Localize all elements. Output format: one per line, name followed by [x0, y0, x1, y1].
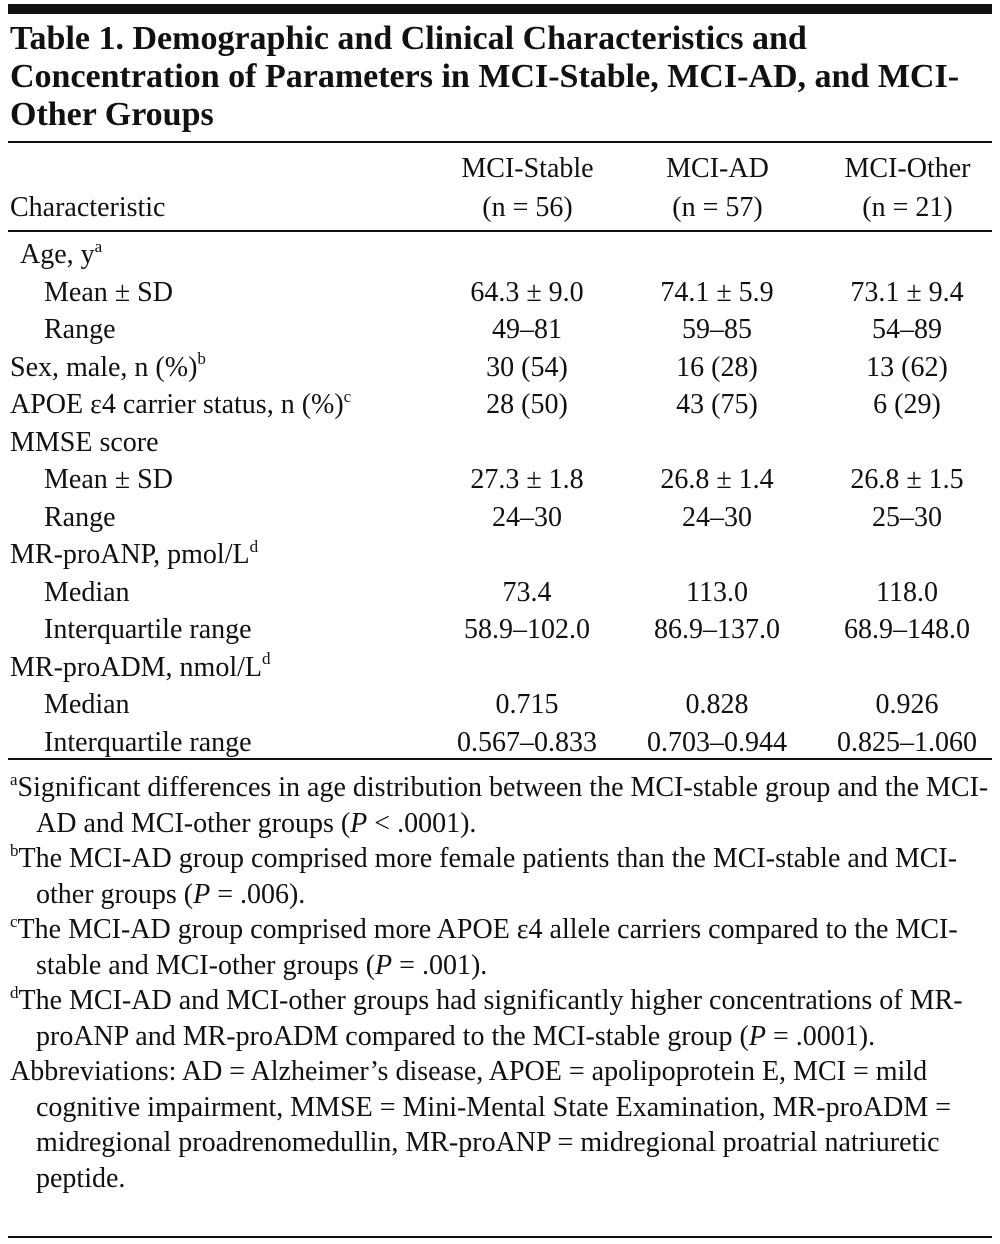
cell-value: 74.1 ± 5.9 [660, 276, 774, 308]
footnote-marker: a [94, 236, 103, 256]
cell-value: 73.4 [502, 576, 552, 608]
row-label: Range [44, 314, 116, 345]
footnote-c: $^c$The MCI-AD group comprised more APOE ε4 allele carriers compared to the MCI-stable and MCI-other groups (P = .001). [10, 911, 958, 981]
table-row [0, 724, 1000, 761]
table-row [0, 424, 1000, 461]
header-top-rule [8, 141, 992, 143]
table-row [0, 349, 1000, 386]
row-label: Mean ± SD [44, 276, 173, 308]
footnote-marker: b [197, 349, 206, 369]
row-label: Median [44, 689, 130, 720]
row-label: APOE ε4 carrier status, n (%)$^c$ [10, 386, 352, 420]
cell-value: 0.825–1.060 [837, 726, 977, 758]
cell-value: 27.3 ± 1.8 [470, 464, 584, 495]
cell-value: 73.1 ± 9.4 [850, 276, 964, 308]
footnote-marker: d [262, 649, 271, 669]
column-n-mci-stable: (n = 56) [482, 192, 573, 223]
cell-value: 30 (54) [486, 351, 568, 383]
row-label: Sex, male, n (%)$^b$ [10, 349, 206, 383]
cell-value: 118.0 [876, 576, 938, 608]
footnote-a: $^a$Significant differences in age distribution between the MCI-stable group and the MCI-AD and MCI-other groups (P < .0001). [10, 769, 989, 839]
table-bottom-rule [8, 758, 992, 760]
footnote-marker: d [249, 536, 259, 556]
cell-value: 59–85 [682, 314, 752, 345]
row-label: MR-proADM, nmol/$L^d$ [10, 649, 271, 683]
row-label: Interquartile range [44, 614, 252, 645]
row-label: Range [44, 501, 116, 533]
footnote-b: $^b$The MCI-AD group comprised more female patients than the MCI-stable and MCI-other groups (P = .006). [10, 840, 958, 910]
cell-value: 26.8 ± 1.5 [850, 464, 964, 495]
cell-value: 0.567–0.833 [457, 726, 597, 758]
row-label: Age, $y^a$ [20, 236, 103, 270]
cell-value: 64.3 ± 9.0 [470, 276, 584, 308]
cell-value: 16 (28) [676, 351, 758, 383]
column-header-mci-stable: MCI-Stable [461, 153, 594, 184]
cell-value: 49–81 [492, 314, 562, 345]
footnote-marker: c [343, 386, 352, 406]
table-row [0, 386, 1000, 423]
cell-value: 6 (29) [873, 389, 941, 420]
table-row [0, 574, 1000, 611]
cell-value: 54–89 [872, 314, 942, 345]
header-bottom-rule [8, 230, 992, 232]
cell-value: 43 (75) [676, 389, 758, 420]
cell-value: 24–30 [492, 501, 562, 533]
table-row [0, 461, 1000, 498]
table-row [0, 536, 1000, 573]
row-label: MR-proANP, pmol/$L^d$ [10, 536, 259, 570]
row-label: Mean ± SD [44, 464, 173, 495]
table-title: Table 1. Demographic and Clinical Characteristics and Concentration of Parameters in MCI-Stable, MCI-AD, and MCI-Other Groups [10, 20, 960, 133]
column-header-mci-other: MCI-Other [844, 153, 971, 184]
footnote-d: $^d$The MCI-AD and MCI-other groups had significantly higher concentrations of MR-proANP and MR-proADM compared to the MCI-stable group (P = .0001). [10, 982, 963, 1052]
column-n-mci-ad: (n = 57) [672, 192, 763, 223]
column-n-mci-other: (n = 21) [862, 192, 953, 223]
cell-value: 58.9–102.0 [464, 614, 590, 645]
column-header-characteristic: Characteristic [10, 192, 166, 223]
table-row [0, 649, 1000, 686]
table-row [0, 311, 1000, 348]
row-label: Interquartile range [44, 726, 252, 758]
footer-rule [8, 1236, 992, 1238]
row-label: Median [44, 576, 130, 608]
cell-value: 28 (50) [486, 389, 568, 420]
table-row [0, 686, 1000, 723]
column-header-mci-ad: MCI-AD [666, 153, 769, 184]
cell-value: 0.715 [495, 689, 559, 720]
table-row [0, 236, 1000, 273]
cell-value: 113.0 [686, 576, 748, 608]
top-thick-rule [8, 4, 992, 14]
cell-value: 26.8 ± 1.4 [660, 464, 774, 495]
table-footnotes [10, 770, 990, 1196]
cell-value: 0.828 [685, 689, 749, 720]
cell-value: 13 (62) [866, 351, 948, 383]
cell-value: 25–30 [872, 501, 942, 533]
cell-value: 0.926 [875, 689, 939, 720]
cell-value: 24–30 [682, 501, 752, 533]
table-row [0, 611, 1000, 648]
cell-value: 68.9–148.0 [844, 614, 970, 645]
row-label: MMSE score [10, 426, 159, 458]
table-row [0, 499, 1000, 536]
cell-value: 0.703–0.944 [647, 726, 787, 758]
table-row [0, 274, 1000, 311]
cell-value: 86.9–137.0 [654, 614, 780, 645]
footnote-abbreviations: Abbreviations: AD = Alzheimer’s disease, APOE = apolipoprotein E, MCI = mild cognitive impairment, MMSE = Mini-Mental State Examination, MR-proADM = midregional proadrenomedullin, MR-proANP = midregional proatrial natriuretic peptide. [10, 1056, 952, 1194]
